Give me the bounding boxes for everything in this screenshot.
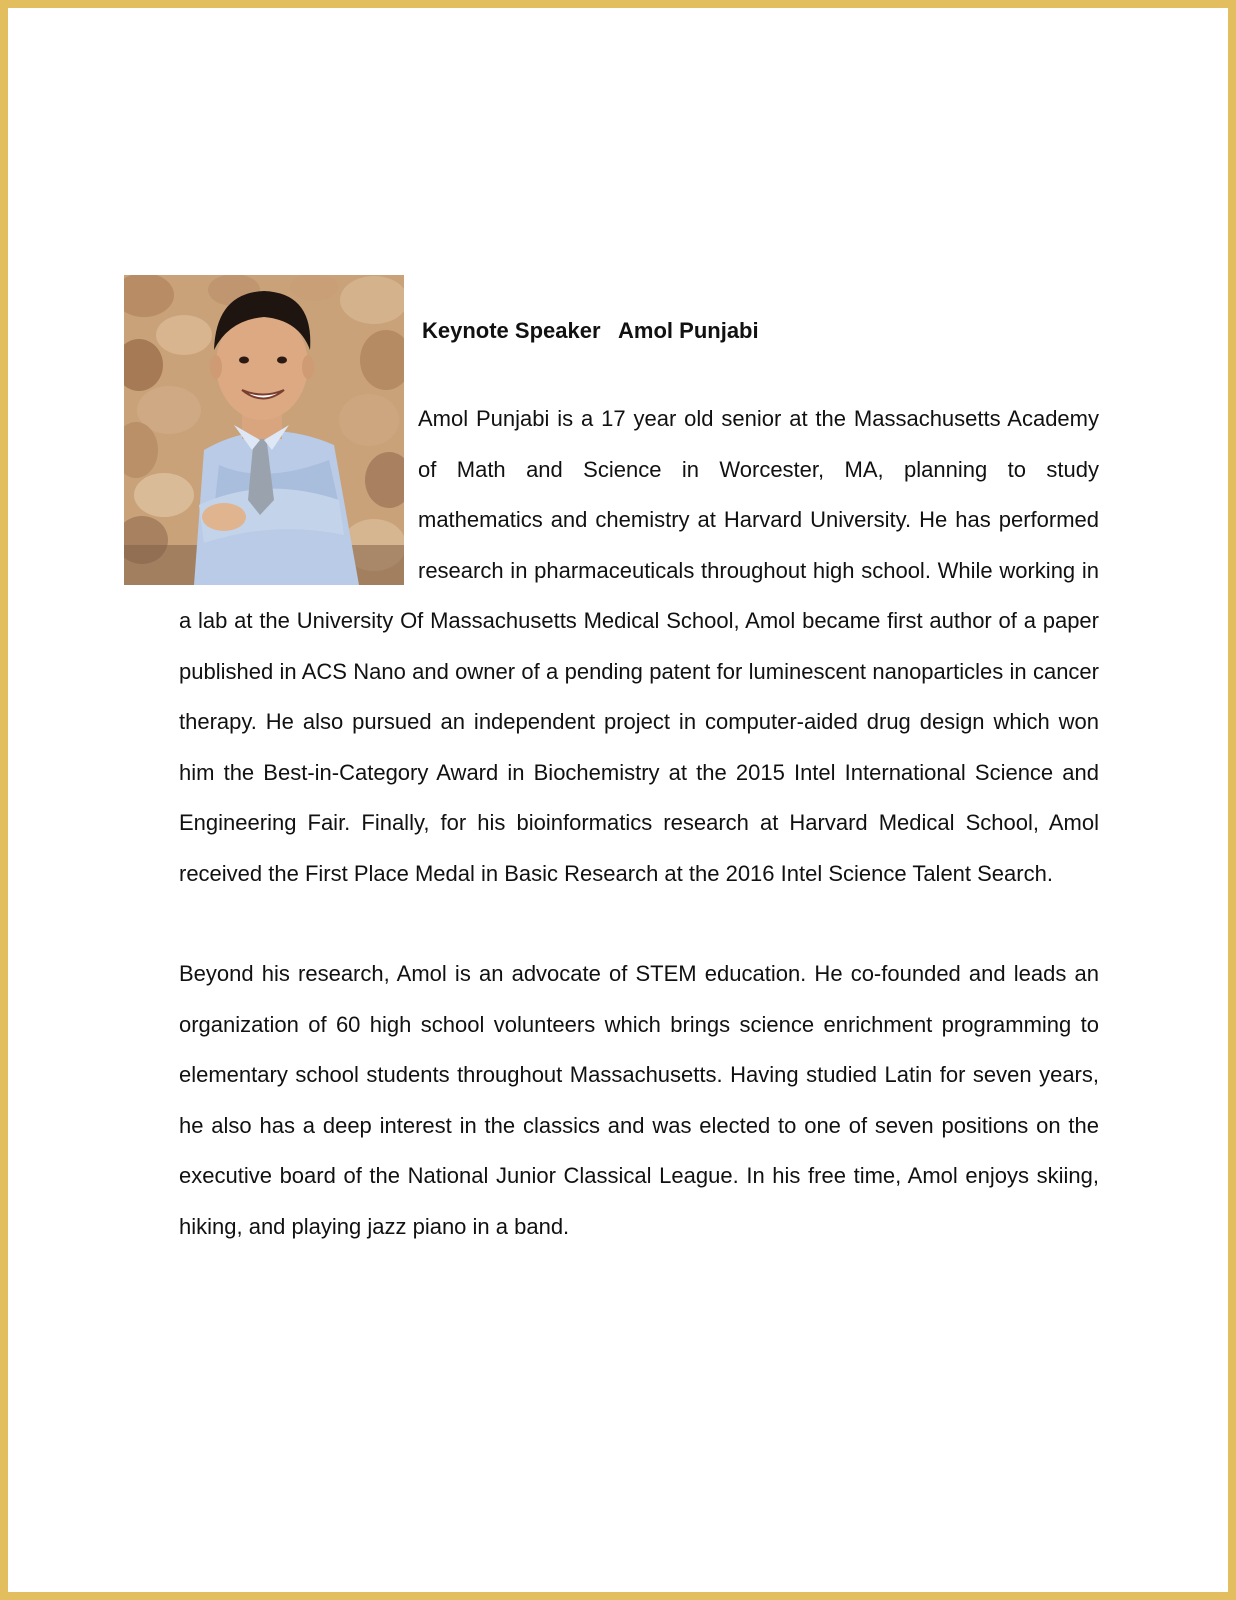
page-title: Keynote Speaker Amol Punjabi: [422, 318, 759, 343]
photo-wrap-spacer: [179, 394, 418, 596]
speaker-biography: [179, 394, 1099, 1252]
biography-paragraph: Amol Punjabi is a 17 year old senior at the Massachusetts Academy of Math and Science in Worcester, MA, planning to study mathematics and chemistry at Harvard University. He has performed research in pharmaceuticals throughout high school. While working in a lab at the University Of Massachusetts Medical School, Amol became first author of a paper published in ACS Nano and owner of a pending patent for luminescent nanoparticles in cancer therapy. He also pursued an independent project in computer-aided drug design which won him the Best-in-Category Award in Biochemistry at the 2015 Intel International Science and Engineering Fair. Finally, for his bioinformatics research at Harvard Medical School, Amol received the First Place Medal in Basic Research at the 2016 Intel Science Talent Search.: [179, 406, 1099, 886]
biography-paragraph: Beyond his research, Amol is an advocate of STEM education. He co-founded and leads an organization of 60 high school volunteers which brings science enrichment programming to elementary school students throughout Massachusetts. Having studied Latin for seven years, he also has a deep interest in the classics and was elected to one of seven positions on the executive board of the National Junior Classical League. In his free time, Amol enjoys skiing, hiking, and playing jazz piano in a band.: [179, 961, 1099, 1239]
